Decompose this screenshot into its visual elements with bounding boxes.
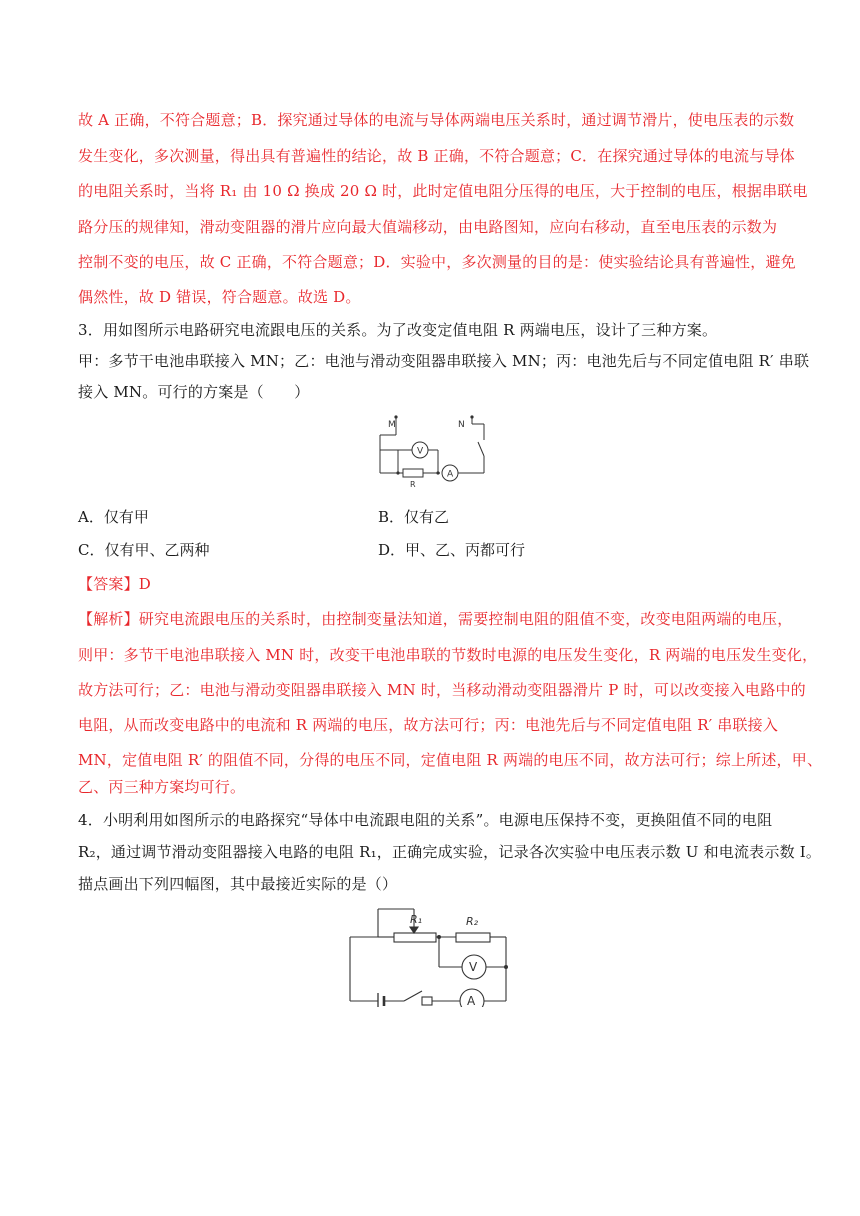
q3-option-b: B．仅有乙 bbox=[378, 508, 450, 526]
explanation-line-6: 偶然性，故 D 错误，符合题意。故选 D。 bbox=[78, 288, 361, 306]
explanation-line-1: 故 A 正确，不符合题意；B．探究通过导体的电流与导体两端电压关系时，通过调节滑片，使电压表的示数 bbox=[78, 111, 795, 129]
q4-stem-line-3: 描点画出下列四幅图，其中最接近实际的是（） bbox=[78, 875, 398, 893]
q4-stem-line-1: 4．小明利用如图所示的电路探究“导体中电流跟电阻的关系”。电源电压保持不变，更换阻值不同的电阻 bbox=[78, 811, 773, 829]
q3-stem-line-1: 3．用如图所示电路研究电流跟电压的关系。为了改变定值电阻 R 两端电压，设计了三种方案。 bbox=[78, 321, 718, 339]
resistor-r-label: R bbox=[410, 480, 416, 489]
terminal-m-label: M bbox=[388, 420, 396, 430]
q3-circuit-diagram bbox=[370, 410, 500, 490]
q4-stem-line-2: R₂，通过调节滑动变阻器接入电路的电阻 R₁，正确完成实验，记录各次实验中电压表示数 U 和电流表示数 I。 bbox=[78, 843, 822, 861]
voltmeter-label: V bbox=[469, 960, 478, 974]
r1-label: R₁ bbox=[410, 913, 423, 926]
explanation-line-4: 路分压的规律知，滑动变阻器的滑片应向最大值端移动，由电路图知，应向右移动，直至电压表的示数为 bbox=[78, 218, 778, 236]
q3-answer: 【答案】D bbox=[78, 575, 152, 593]
q3-stem-line-2: 甲：多节干电池串联接入 MN；乙：电池与滑动变阻器串联接入 MN；丙：电池先后与不同定值电阻 R′ 串联 bbox=[78, 352, 810, 370]
q3-option-c: C．仅有甲、乙两种 bbox=[78, 541, 210, 559]
explanation-line-5: 控制不变的电压，故 C 正确，不符合题意；D．实验中，多次测量的目的是：使实验结论具有普遍性，避免 bbox=[78, 253, 796, 271]
q3-analysis-line-2: 则甲：多节干电池串联接入 MN 时，改变干电池串联的节数时电源的电压发生变化，R 两端的电压发生变化， bbox=[78, 646, 818, 664]
q3-analysis-line-1: 【解析】研究电流跟电压的关系时，由控制变量法知道，需要控制电阻的阻值不变，改变电阻两端的电压， bbox=[78, 610, 793, 628]
q3-analysis-line-4: 电阻，从而改变电路中的电流和 R 两端的电压，故方法可行；丙：电池先后与不同定值电阻 R′ 串联接入 bbox=[78, 716, 779, 734]
r2-label: R₂ bbox=[466, 915, 479, 928]
explanation-line-3: 的电阻关系时，当将 R₁ 由 10 Ω 换成 20 Ω 时，此时定值电阻分压得的电压，大于控制的电压，根据串联电 bbox=[78, 182, 808, 200]
q3-option-a: A．仅有甲 bbox=[78, 508, 149, 526]
q3-analysis-line-6: 乙、丙三种方案均可行。 bbox=[78, 778, 246, 796]
terminal-n-label: N bbox=[458, 420, 465, 430]
q3-option-d: D．甲、乙、丙都可行 bbox=[378, 541, 526, 559]
ammeter-label: A bbox=[447, 469, 454, 480]
q4-circuit-diagram bbox=[340, 903, 520, 1007]
explanation-line-2: 发生变化，多次测量，得出具有普遍性的结论，故 B 正确，不符合题意；C．在探究通过导体的电流与导体 bbox=[78, 147, 795, 165]
q3-analysis-line-5: MN，定值电阻 R′ 的阻值不同，分得的电压不同，定值电阻 R 两端的电压不同，故方法可行；综上所述，甲、 bbox=[78, 751, 823, 769]
q3-analysis-line-3: 故方法可行；乙：电池与滑动变阻器串联接入 MN 时，当移动滑动变阻器滑片 P 时，可以改变接入电路中的 bbox=[78, 681, 806, 699]
q3-stem-line-3: 接入 MN。可行的方案是（ ） bbox=[78, 383, 310, 401]
ammeter-label: A bbox=[467, 994, 476, 1007]
voltmeter-label: V bbox=[417, 446, 424, 457]
